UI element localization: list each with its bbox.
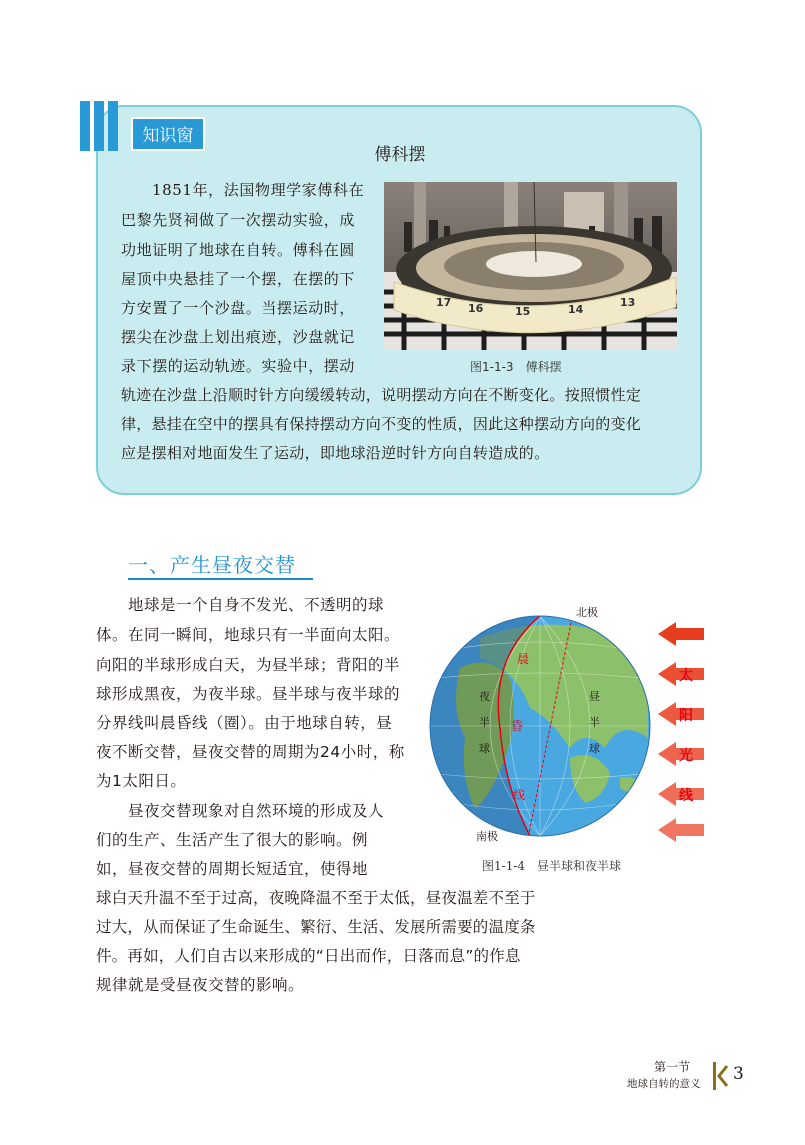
body-text-line: 们的生产、生活产生了很大的影响。例	[96, 831, 369, 849]
knowledge-text-line: 方安置了一个沙盘。当摆运动时，	[121, 299, 356, 317]
knowledge-text-line: 律，悬挂在空中的摆具有保持摆动方向不变的性质，因此这种摆动方向的变化	[121, 415, 642, 433]
body-text-line: 夜不断交替，昼夜交替的周期为24小时，称	[96, 743, 405, 761]
north-pole-label: 北极	[576, 606, 598, 619]
section-title-underline	[128, 578, 313, 580]
body-text-line: 球形成黑夜，为夜半球。昼半球与夜半球的	[96, 685, 401, 703]
day-hemisphere-label: 昼 半 球	[589, 690, 600, 755]
body-text-line: 地球是一个自身不发光、不透明的球	[128, 596, 385, 614]
photo-scale-number: 15	[515, 305, 531, 318]
photo-caption: 图1-1-3 傅科摆	[470, 360, 562, 374]
body-text-line: 球白天升温不至于过高，夜晚降温不至于太低，昼夜温差不至于	[96, 889, 536, 907]
body-text-line: 件。再如，人们自古以来形成的“日出而作，日落而息”的作息	[96, 947, 521, 965]
body-text-line: 向阳的半球形成白天，为昼半球；背阳的半	[96, 656, 401, 674]
knowledge-window-title: 傅科摆	[374, 145, 426, 165]
body-text-line: 分界线叫晨昏线（圈）。由于地球自转，昼	[96, 714, 393, 732]
photo-scale-number: 14	[568, 303, 584, 316]
body-text-line: 规律就是受昼夜交替的影响。	[96, 976, 305, 994]
figure-caption: 图1-1-4 昼半球和夜半球	[482, 859, 622, 873]
body-text-line: 昼夜交替现象对自然环境的形成及人	[128, 802, 385, 820]
knowledge-text-line: 录下摆的运动轨迹。实验中，摆动	[121, 357, 356, 375]
photo-scale-number: 13	[620, 296, 636, 309]
body-text-line: 过大，从而保证了生命诞生、繁衍、生活、发展所需要的温度条	[96, 918, 536, 936]
body-text-line: 为1太阳日。	[96, 772, 187, 790]
dawn-label: 晨	[517, 652, 530, 666]
knowledge-text-line: 功地证明了地球在自转。傅科在圆	[121, 241, 356, 259]
page-chevron-icon	[713, 1062, 731, 1094]
page-number: 3	[733, 1064, 744, 1084]
body-text-line: 如，昼夜交替的周期长短适宜，使得地	[96, 860, 369, 878]
photo-scale-number: 16	[468, 302, 484, 315]
body-text-line: 体。在同一瞬间，地球只有一半面向太阳。	[96, 626, 401, 644]
knowledge-text-line: 1851年，法国物理学家傅科在	[152, 181, 365, 199]
night-hemisphere-label: 夜 半 球	[479, 690, 490, 755]
south-pole-label: 南极	[476, 830, 498, 843]
knowledge-text-line: 摆尖在沙盘上划出痕迹，沙盘就记	[121, 328, 356, 346]
section-title: 一、产生昼夜交替	[128, 553, 296, 577]
day-night-globe-figure	[420, 598, 660, 848]
knowledge-text-line: 轨迹在沙盘上沿顺时针方向缓缓转动，说明摆动方向在不断变化。按照惯性定	[121, 386, 642, 404]
photo-scale-number: 17	[436, 296, 452, 309]
terminator-line-label: 线	[513, 788, 526, 802]
knowledge-text-line: 屋顶中央悬挂了一个摆，在摆的下	[121, 270, 356, 288]
sunlight-label: 太 阳 光 线	[679, 668, 693, 804]
dusk-label: 昏	[511, 719, 524, 733]
foucault-pendulum-photo	[384, 182, 677, 350]
footer-chapter-name: 地球自转的意义	[627, 1078, 701, 1090]
knowledge-text-line: 应是摆相对地面发生了运动，即地球沿逆时针方向自转造成的。	[121, 444, 550, 462]
footer-section-label: 第一节	[654, 1060, 691, 1074]
knowledge-window-label: 知识窗	[131, 117, 205, 151]
knowledge-text-line: 巴黎先贤祠做了一次摆动实验，成	[121, 211, 356, 229]
